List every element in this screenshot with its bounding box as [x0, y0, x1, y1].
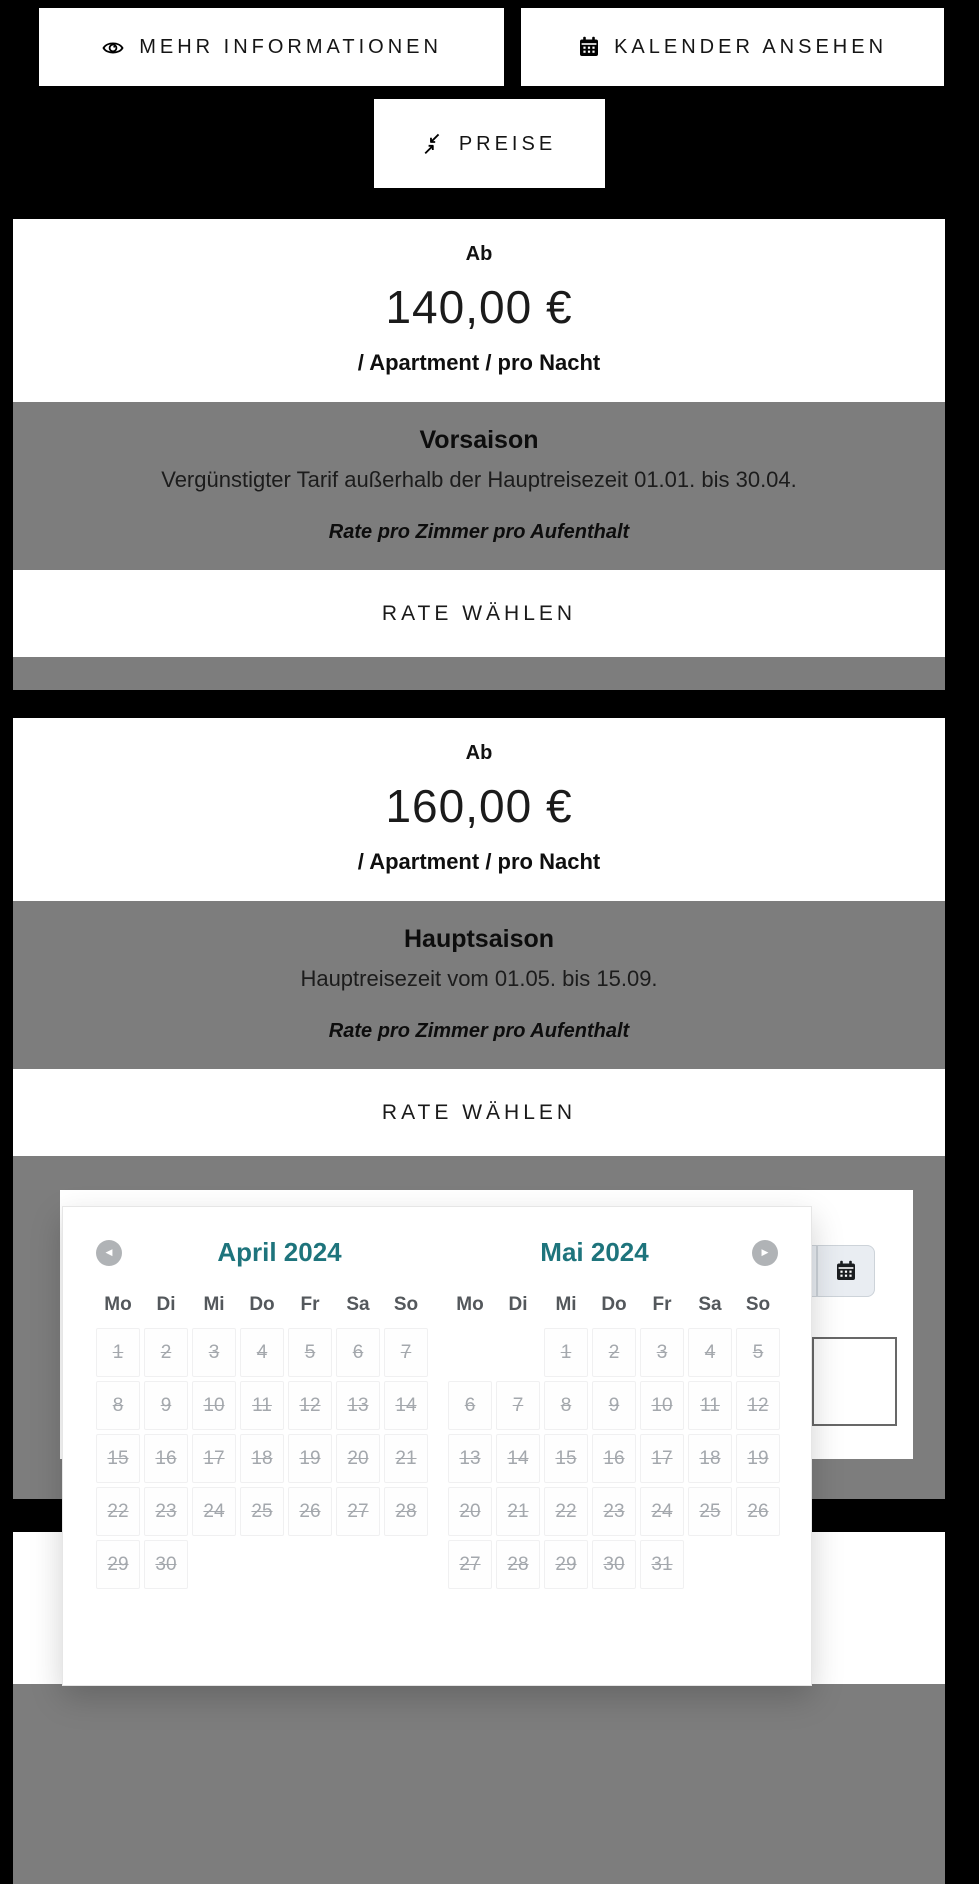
day-cell[interactable]: 24	[640, 1487, 684, 1536]
more-information-button[interactable]	[39, 8, 504, 86]
day-cell[interactable]: 30	[144, 1540, 188, 1589]
day-cell[interactable]: 4	[240, 1328, 284, 1377]
month-title-mai: Mai 2024	[540, 1237, 649, 1267]
season-title: Hauptsaison	[403, 925, 555, 953]
weekday-label: Do	[249, 1294, 275, 1315]
day-cell[interactable]: 17	[192, 1434, 236, 1483]
rate-card-vorsaison	[13, 219, 945, 690]
day-grid	[448, 1328, 780, 1589]
next-month-button[interactable]: ▶	[752, 1240, 778, 1266]
day-cell[interactable]: 19	[736, 1434, 780, 1483]
month-grid-mai	[448, 1294, 780, 1589]
rate-note: Rate pro Zimmer pro Aufenthalt	[328, 1020, 630, 1042]
day-cell[interactable]: 5	[288, 1328, 332, 1377]
price-block	[13, 718, 945, 901]
more-information-label: MEHR INFORMATIONEN	[139, 36, 442, 58]
datepicker-header	[96, 1237, 778, 1268]
day-cell-empty	[736, 1540, 780, 1589]
prices-button-row	[0, 99, 979, 188]
day-cell-empty	[496, 1328, 540, 1377]
day-cell[interactable]: 25	[240, 1487, 284, 1536]
weekday-label: Di	[156, 1294, 176, 1315]
day-cell[interactable]: 6	[448, 1381, 492, 1430]
compress-arrows-icon: ↙ ↗	[422, 130, 445, 158]
weekday-label: So	[393, 1294, 419, 1315]
day-cell[interactable]: 27	[448, 1540, 492, 1589]
day-cell[interactable]: 9	[144, 1381, 188, 1430]
day-cell[interactable]: 18	[240, 1434, 284, 1483]
weekday-label: Di	[508, 1294, 528, 1315]
day-cell[interactable]: 31	[640, 1540, 684, 1589]
datepicker-popup	[62, 1206, 812, 1686]
day-cell[interactable]: 22	[96, 1487, 140, 1536]
day-cell[interactable]: 7	[384, 1328, 428, 1377]
choose-rate-button[interactable]: RATE WÄHLEN	[13, 1069, 945, 1156]
day-cell[interactable]: 22	[544, 1487, 588, 1536]
weekday-label: Mi	[555, 1294, 577, 1315]
ab-label: Ab	[465, 742, 493, 764]
top-button-row	[39, 8, 944, 86]
weekday-label: Fr	[300, 1294, 320, 1315]
day-cell-empty	[192, 1540, 236, 1589]
card-footer-strip	[13, 657, 945, 690]
weekday-label: Sa	[346, 1294, 370, 1315]
day-cell[interactable]: 18	[688, 1434, 732, 1483]
season-title: Vorsaison	[419, 426, 539, 454]
day-cell[interactable]: 20	[448, 1487, 492, 1536]
day-cell[interactable]: 7	[496, 1381, 540, 1430]
day-cell[interactable]: 16	[592, 1434, 636, 1483]
day-cell[interactable]: 28	[384, 1487, 428, 1536]
day-cell[interactable]: 2	[592, 1328, 636, 1377]
price-block	[13, 219, 945, 402]
season-block	[13, 901, 945, 1069]
price-unit: / Apartment / pro Nacht	[357, 849, 601, 874]
day-cell[interactable]: 26	[736, 1487, 780, 1536]
weekday-row	[96, 1294, 428, 1316]
calendar-icon	[578, 36, 600, 58]
price-value: 160,00 €	[385, 780, 573, 832]
day-cell[interactable]: 8	[96, 1381, 140, 1430]
prices-label: PREISE	[458, 133, 557, 155]
price-unit: / Apartment / pro Nacht	[357, 350, 601, 375]
prices-button[interactable]	[374, 99, 605, 188]
day-cell[interactable]: 11	[240, 1381, 284, 1430]
choose-rate-button[interactable]: RATE WÄHLEN	[13, 570, 945, 657]
price-value: 140,00 €	[385, 281, 573, 333]
day-cell[interactable]: 15	[544, 1434, 588, 1483]
month-title-april: April 2024	[217, 1237, 342, 1267]
day-cell[interactable]: 25	[688, 1487, 732, 1536]
day-cell[interactable]: 16	[144, 1434, 188, 1483]
day-cell-empty	[336, 1540, 380, 1589]
day-cell[interactable]: 20	[336, 1434, 380, 1483]
day-cell[interactable]: 3	[640, 1328, 684, 1377]
day-cell[interactable]: 8	[544, 1381, 588, 1430]
ab-label: Ab	[465, 243, 493, 265]
day-cell[interactable]: 23	[592, 1487, 636, 1536]
day-cell[interactable]: 2	[144, 1328, 188, 1377]
day-cell[interactable]: 24	[192, 1487, 236, 1536]
day-cell[interactable]: 4	[688, 1328, 732, 1377]
day-cell[interactable]: 23	[144, 1487, 188, 1536]
day-cell-empty	[288, 1540, 332, 1589]
day-cell[interactable]: 30	[592, 1540, 636, 1589]
weekday-label: Mo	[456, 1294, 484, 1315]
day-cell[interactable]: 26	[288, 1487, 332, 1536]
day-cell[interactable]: 29	[544, 1540, 588, 1589]
day-cell[interactable]: 21	[384, 1434, 428, 1483]
rate-note: Rate pro Zimmer pro Aufenthalt	[328, 521, 630, 543]
month-grid-april	[96, 1294, 428, 1589]
day-cell[interactable]: 9	[592, 1381, 636, 1430]
day-cell[interactable]: 1	[96, 1328, 140, 1377]
day-cell-empty	[240, 1540, 284, 1589]
weekday-row	[448, 1294, 780, 1316]
day-cell[interactable]: 21	[496, 1487, 540, 1536]
weekday-label: Mo	[104, 1294, 132, 1315]
day-cell[interactable]: 15	[96, 1434, 140, 1483]
departure-calendar-button[interactable]	[817, 1245, 875, 1297]
eye-icon	[101, 36, 125, 60]
day-cell[interactable]: 14	[496, 1434, 540, 1483]
season-block	[13, 402, 945, 570]
calendar-icon	[835, 1260, 857, 1282]
view-calendar-label: KALENDER ANSEHEN	[614, 36, 888, 58]
day-cell[interactable]: 1	[544, 1328, 588, 1377]
day-cell[interactable]: 14	[384, 1381, 428, 1430]
season-description: Hauptreisezeit vom 01.05. bis 15.09.	[300, 966, 658, 991]
view-calendar-button[interactable]	[521, 8, 944, 86]
weekday-label: Fr	[652, 1294, 672, 1315]
season-block-cropped	[13, 1684, 945, 1884]
day-cell[interactable]: 28	[496, 1540, 540, 1589]
season-description: Vergünstigter Tarif außerhalb der Hauptreisezeit 01.01. bis 30.04.	[161, 467, 797, 492]
weekday-label: So	[745, 1294, 771, 1315]
day-cell[interactable]: 27	[336, 1487, 380, 1536]
day-cell[interactable]: 17	[640, 1434, 684, 1483]
previous-month-button[interactable]: ◀	[96, 1240, 122, 1266]
weekday-label: Mi	[203, 1294, 225, 1315]
day-grid	[96, 1328, 428, 1589]
day-cell[interactable]: 5	[736, 1328, 780, 1377]
day-cell[interactable]: 19	[288, 1434, 332, 1483]
bordered-box	[812, 1337, 897, 1426]
day-cell-empty	[384, 1540, 428, 1589]
day-cell[interactable]: 13	[448, 1434, 492, 1483]
day-cell[interactable]: 3	[192, 1328, 236, 1377]
day-cell-empty	[688, 1540, 732, 1589]
weekday-label: Do	[601, 1294, 627, 1315]
weekday-label: Sa	[698, 1294, 722, 1315]
day-cell[interactable]: 29	[96, 1540, 140, 1589]
day-cell[interactable]: 11	[688, 1381, 732, 1430]
day-cell[interactable]: 13	[336, 1381, 380, 1430]
day-cell[interactable]: 6	[336, 1328, 380, 1377]
day-cell[interactable]: 10	[640, 1381, 684, 1430]
day-cell[interactable]: 12	[736, 1381, 780, 1430]
day-cell[interactable]: 12	[288, 1381, 332, 1430]
day-cell[interactable]: 10	[192, 1381, 236, 1430]
day-cell-empty	[448, 1328, 492, 1377]
